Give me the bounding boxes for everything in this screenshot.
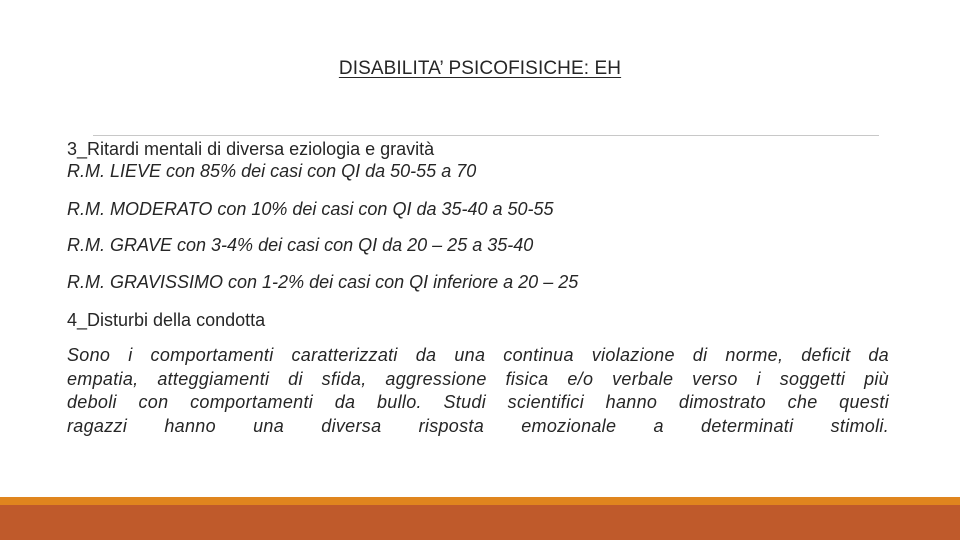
level-mild: R.M. LIEVE con 85% dei casi con QI da 50-55 a 70	[67, 161, 477, 181]
section-4-heading: 4_Disturbi della condotta	[67, 310, 266, 330]
footer-band	[0, 505, 960, 540]
section-3-heading: 3_Ritardi mentali di diversa eziologia e gravità	[67, 139, 435, 159]
paragraph-line: deboli con comportamenti da bullo. Studi scientifici hanno dimostrato che questi	[67, 392, 889, 412]
title-divider	[93, 135, 879, 136]
footer-accent-bar	[0, 497, 960, 505]
slide-title: DISABILITA’ PSICOFISICHE: EH	[338, 58, 622, 79]
level-severe: R.M. GRAVE con 3-4% dei casi con QI da 20 – 25 a 35-40	[67, 235, 534, 255]
level-profound: R.M. GRAVISSIMO con 1-2% dei casi con QI inferiore a 20 – 25	[67, 272, 579, 292]
paragraph-line: Sono i comportamenti caratterizzati da una continua violazione di norme, deficit da	[67, 345, 889, 365]
paragraph-line: ragazzi hanno una diversa risposta emozionale a determinati stimoli.	[67, 415, 889, 436]
paragraph-line: empatia, atteggiamenti di sfida, aggressione fisica e/o verbale verso i soggetti più	[67, 368, 889, 389]
conduct-disorder-paragraph	[67, 344, 889, 438]
level-moderate: R.M. MODERATO con 10% dei casi con QI da 35-40 a 50-55	[67, 199, 554, 219]
